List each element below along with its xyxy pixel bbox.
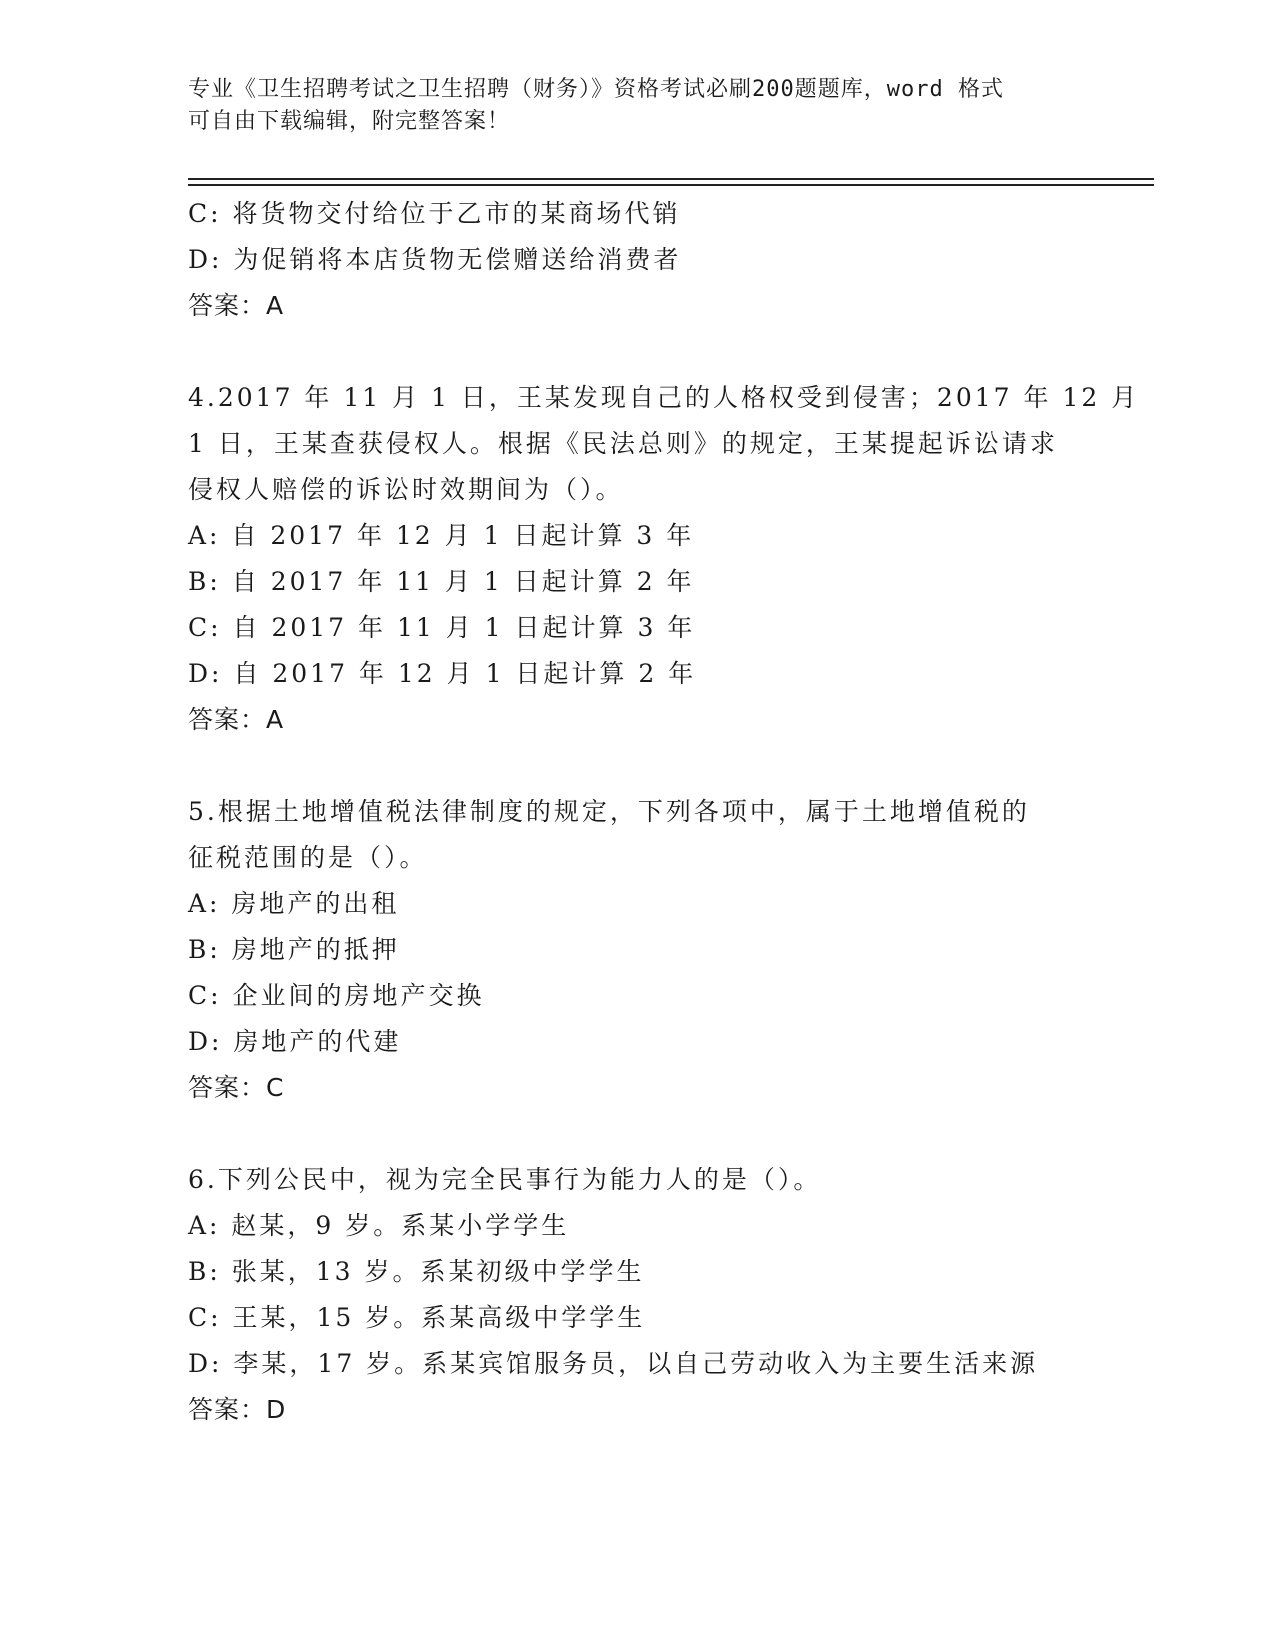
question-stem: 1 日，王某查获侵权人。根据《民法总则》的规定，王某提起诉讼请求 xyxy=(188,429,1058,458)
header-title-line-2: 可自由下载编辑，附完整答案！ xyxy=(188,109,511,134)
question-list xyxy=(188,191,1148,1433)
header-divider-bottom xyxy=(188,184,1154,186)
option-b: B: 房地产的抵押 xyxy=(188,935,400,964)
question-stem: 征税范围的是（）。 xyxy=(188,843,428,872)
option-c: C: 王某，15 岁。系某高级中学学生 xyxy=(188,1303,646,1332)
option-a: A: 赵某，9 岁。系某小学学生 xyxy=(188,1211,570,1240)
question-5 xyxy=(188,789,1148,1111)
option-a: A: 房地产的出租 xyxy=(188,889,400,918)
question-stem: 5.根据土地增值税法律制度的规定，下列各项中，属于土地增值税的 xyxy=(188,797,1030,826)
question-spacer xyxy=(188,1111,1148,1157)
header-title-line-1: 专业《卫生招聘考试之卫生招聘（财务）》资格考试必刷200题题库，word 格式 xyxy=(188,77,1004,102)
question-4 xyxy=(188,375,1148,743)
answer-label: 答案：A xyxy=(188,291,285,320)
option-b: B: 张某，13 岁。系某初级中学学生 xyxy=(188,1257,645,1286)
question-3-tail xyxy=(188,191,1148,329)
option-d: D: 李某，17 岁。系某宾馆服务员，以自己劳动收入为主要生活来源 xyxy=(188,1349,1039,1378)
answer-label: 答案：C xyxy=(188,1073,285,1102)
question-stem: 侵权人赔偿的诉讼时效期间为（）。 xyxy=(188,475,624,504)
option-c: C: 企业间的房地产交换 xyxy=(188,981,485,1010)
question-stem: 4.2017 年 11 月 1 日，王某发现自己的人格权受到侵害；2017 年 12 月 xyxy=(188,383,1140,412)
question-6 xyxy=(188,1157,1148,1433)
option-d: D: 房地产的代建 xyxy=(188,1027,402,1056)
option-d: D: 为促销将本店货物无偿赠送给消费者 xyxy=(188,245,682,274)
header-divider-top xyxy=(188,178,1154,180)
option-b: B: 自 2017 年 11 月 1 日起计算 2 年 xyxy=(188,567,695,596)
answer-label: 答案：A xyxy=(188,705,285,734)
option-d: D: 自 2017 年 12 月 1 日起计算 2 年 xyxy=(188,659,697,688)
answer-label: 答案：D xyxy=(188,1395,287,1424)
question-spacer xyxy=(188,743,1148,789)
option-c: C: 自 2017 年 11 月 1 日起计算 3 年 xyxy=(188,613,696,642)
question-stem: 6.下列公民中，视为完全民事行为能力人的是（）。 xyxy=(188,1165,822,1194)
option-c: C: 将货物交付给位于乙市的某商场代销 xyxy=(188,199,681,228)
document-header xyxy=(188,74,1088,138)
option-a: A: 自 2017 年 12 月 1 日起计算 3 年 xyxy=(188,521,695,550)
question-spacer xyxy=(188,329,1148,375)
